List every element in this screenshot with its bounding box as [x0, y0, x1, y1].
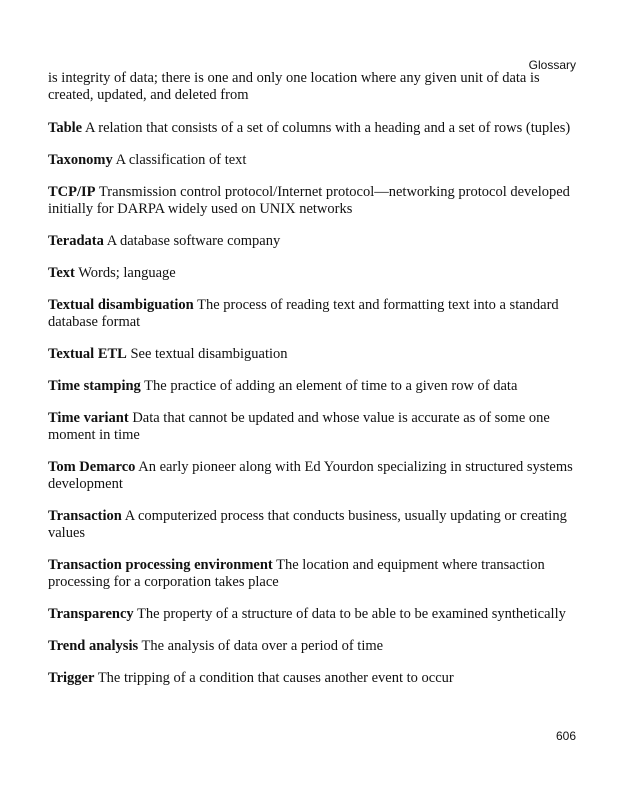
glossary-entry	[48, 120, 578, 137]
glossary-entry	[48, 459, 578, 493]
glossary-definition: An early pioneer along with Ed Yourdon specializing in structured systems development	[48, 459, 573, 492]
glossary-definition: A classification of text	[115, 152, 247, 168]
glossary-definition: A computerized process that conducts business, usually updating or creating values	[48, 508, 567, 541]
page-number: 606	[555, 729, 576, 743]
running-header: Glossary	[528, 58, 576, 72]
glossary-term: Taxonomy	[48, 152, 113, 168]
glossary-term: Trend analysis	[48, 638, 139, 654]
glossary-term: TCP/IP	[48, 184, 96, 200]
glossary-term: Time stamping	[48, 378, 141, 394]
glossary-entry	[48, 638, 578, 655]
glossary-entry	[48, 378, 578, 395]
glossary-definition: A relation that consists of a set of columns with a heading and a set of rows (tuples)	[84, 120, 571, 136]
glossary-definition: Words; language	[78, 265, 176, 281]
glossary-definition: A database software company	[106, 233, 281, 249]
glossary-definition: The property of a structure of data to be able to be examined synthetically	[137, 606, 566, 622]
glossary-entry	[48, 346, 578, 363]
glossary-definition: The practice of adding an element of time to a given row of data	[144, 378, 518, 394]
glossary-term: Transparency	[48, 606, 134, 622]
glossary-definition: See textual disambiguation	[130, 346, 288, 362]
glossary-entry	[48, 265, 578, 282]
glossary-definition: Data that cannot be updated and whose value is accurate as of some one moment in time	[48, 410, 550, 443]
glossary-term: Table	[48, 120, 83, 136]
glossary-term: Textual ETL	[48, 346, 127, 362]
glossary-entry	[48, 508, 578, 542]
glossary-term: Trigger	[48, 670, 95, 686]
glossary-entry	[48, 297, 578, 331]
glossary-definition: Transmission control protocol/Internet protocol—networking protocol developed initially for DARPA widely used on UNIX networks	[48, 184, 570, 217]
glossary-definition: The tripping of a condition that causes another event to occur	[97, 670, 454, 686]
glossary-entry	[48, 410, 578, 444]
glossary-term: Tom Demarco	[48, 459, 136, 475]
glossary-entry	[48, 233, 578, 250]
glossary-entry	[48, 670, 578, 687]
glossary-entry	[48, 557, 578, 591]
glossary-content	[48, 70, 578, 702]
glossary-term: Text	[48, 265, 75, 281]
glossary-term: Textual disambiguation	[48, 297, 194, 313]
glossary-definition: The analysis of data over a period of time	[141, 638, 384, 654]
continued-definition: is integrity of data; there is one and only one location where any given unit of data is created, updated, and deleted from	[48, 70, 540, 103]
glossary-definition: The process of reading text and formatting text into a standard database format	[48, 297, 559, 330]
glossary-entry	[48, 606, 578, 623]
glossary-entry	[48, 184, 578, 218]
glossary-term: Time variant	[48, 410, 129, 426]
glossary-entry	[48, 152, 578, 169]
glossary-definition: The location and equipment where transaction processing for a corporation takes place	[48, 557, 545, 590]
glossary-term: Transaction processing environment	[48, 557, 273, 573]
glossary-term: Teradata	[48, 233, 104, 249]
glossary-term: Transaction	[48, 508, 122, 524]
